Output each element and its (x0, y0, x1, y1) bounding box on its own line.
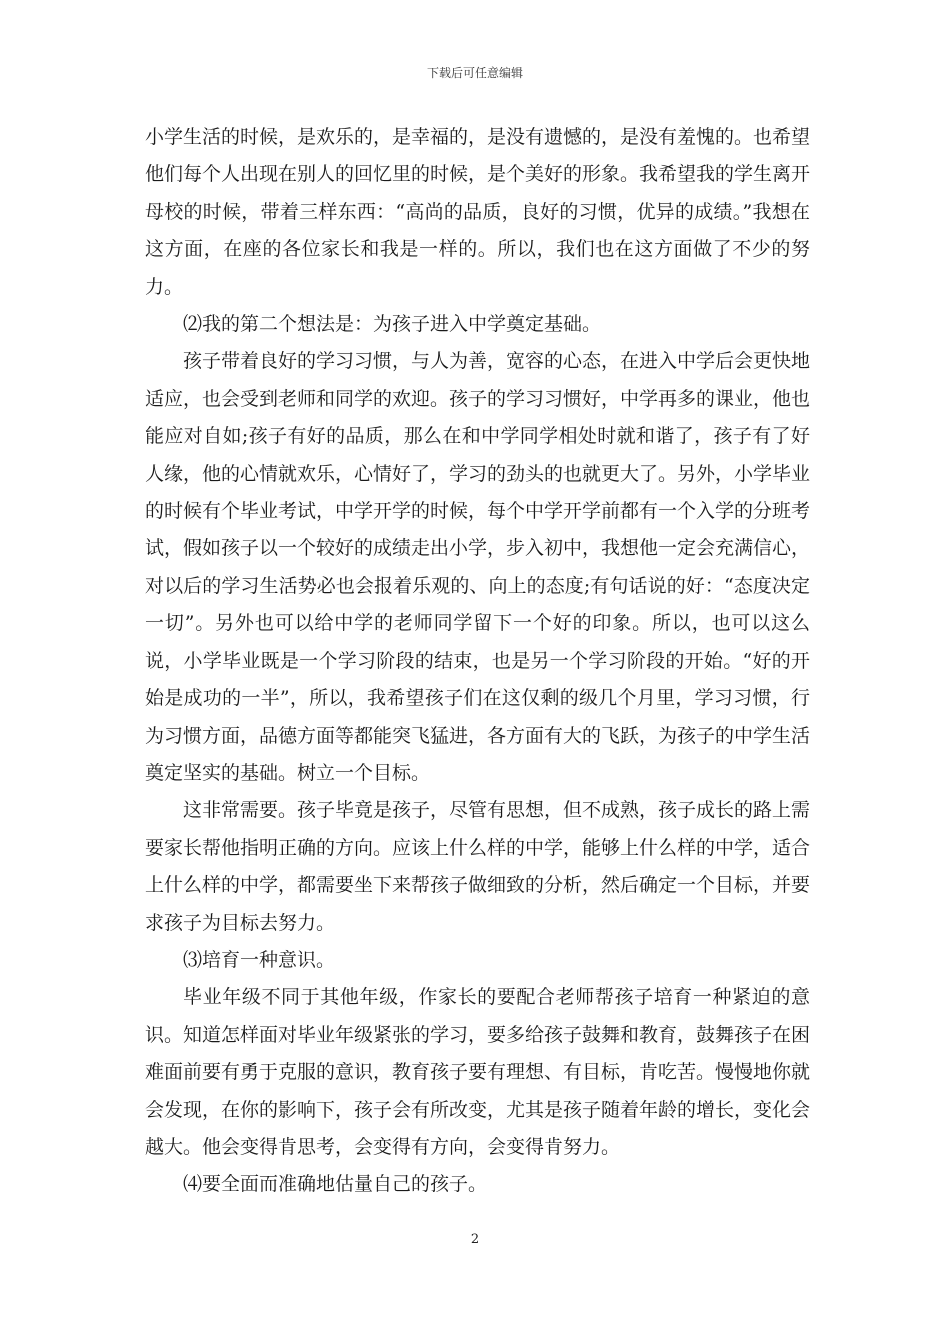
paragraph-awareness: 毕业年级不同于其他年级，作家长的要配合老师帮孩子培育一种紧迫的意识。知道怎样面对毕业年级紧张的学习，要多给孩子鼓舞和教育，鼓舞孩子在困难面前要有勇于克服的意识，教育孩子要有理想、有目标，肯吃苦。慢慢地你就会发现，在你的影响下，孩子会有所改变，尤其是孩子随着年龄的增长，变化会越大。他会变得肯思考，会变得有方向，会变得肯努力。 (145, 986, 811, 1158)
paragraph-awareness-heading: ⑶培育一种意识。 (183, 948, 336, 971)
paragraph-continuation: 小学生活的时候，是欢乐的，是幸福的，是没有遗憾的，是没有羞愧的。也希望他们每个人出现在别人的回忆里的时候，是个美好的形象。我希望我的学生离开母校的时候，带着三样东西：“高尚的品质，良好的习惯，优异的成绩。”我想在这方面，在座的各位家长和我是一样的。所以，我们也在这方面做了不少的努力。 (145, 126, 811, 298)
page-number: 2 (470, 1232, 480, 1247)
body-text (145, 119, 810, 1204)
paragraph-second-idea: ⑵我的第二个想法是：为孩子进入中学奠定基础。 (183, 313, 602, 336)
header-note: 下载后可任意编辑 (426, 66, 523, 80)
paragraph-good-habits: 孩子带着良好的学习习惯，与人为善，宽容的心态，在进入中学后会更快地适应，也会受到老师和同学的欢迎。孩子的学习习惯好，中学再多的课业，他也能应对自如;孩子有好的品质，那么在和中学同学相处时就和谐了，孩子有了好人缘，他的心情就欢乐，心情好了，学习的劲头的也就更大了。另外，小学毕业的时候有个毕业考试，中学开学的时候，每个中学开学前都有一个入学的分班考试，假如孩子以一个较好的成绩走出小学，步入初中，我想他一定会充满信心，对以后的学习生活势必也会报着乐观的、向上的态度;有句话说的好：“态度决定一切”。另外也可以给中学的老师同学留下一个好的印象。所以，也可以这么说，小学毕业既是一个学习阶段的结束，也是另一个学习阶段的开始。“好的开始是成功的一半”，所以，我希望孩子们在这仅剩的级几个月里，学习习惯，行为习惯方面，品德方面等都能突飞猛进，各方面有大的飞跃，为孩子的中学生活奠定坚实的基础。树立一个目标。 (145, 350, 811, 784)
paragraph-set-goal: 这非常需要。孩子毕竟是孩子，尽管有思想，但不成熟，孩子成长的路上需要家长帮他指明正确的方向。应该上什么样的中学，能够上什么样的中学，适合上什么样的中学，都需要坐下来帮孩子做细致的分析，然后确定一个目标，并要求孩子为目标去努力。 (145, 799, 811, 934)
paragraph-assess-child: ⑷要全面而准确地估量自己的孩子。 (183, 1173, 488, 1196)
